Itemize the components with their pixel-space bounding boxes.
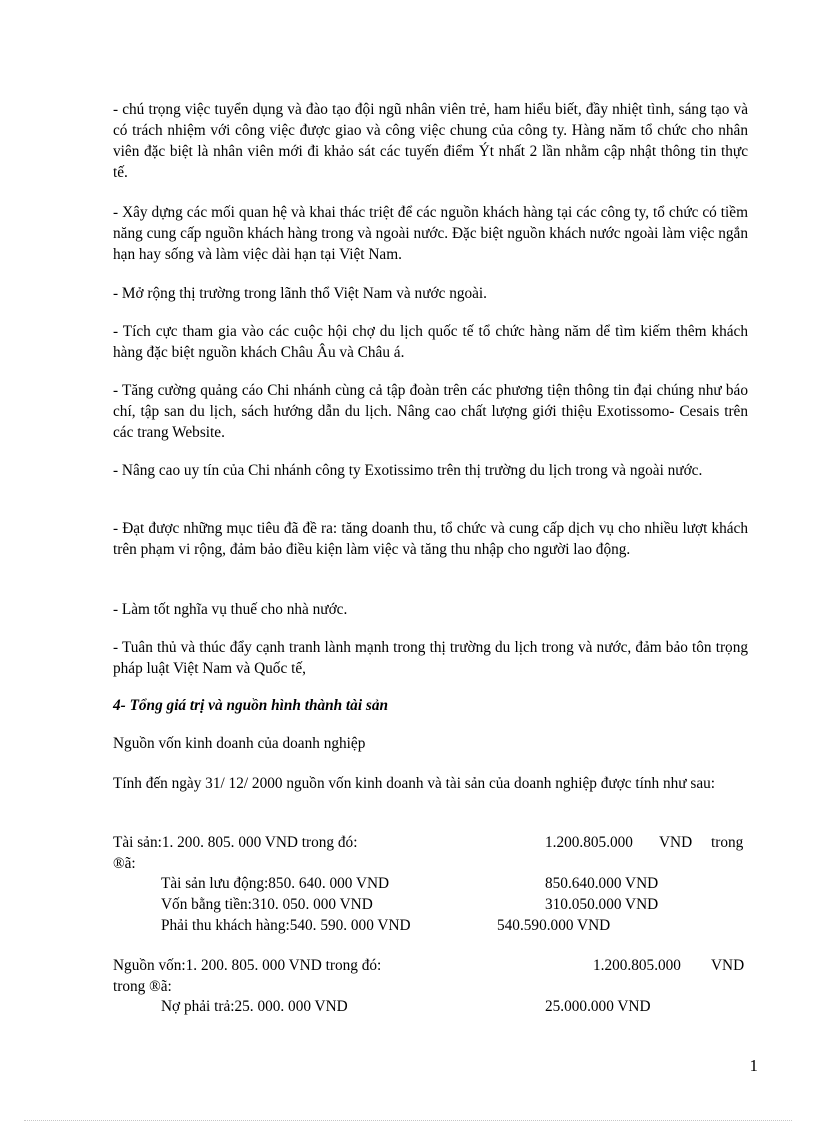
assets-continuation: ®ã: [113,855,136,872]
capital-label: Nguồn vốn:1. 200. 805. 000 VND trong đó: [113,957,382,974]
section-heading: 4- Tổng giá trị và nguồn hình thành tài sản [113,697,389,714]
intro-paragraph: Tính đến ngày 31/ 12/ 2000 nguồn vốn kinh doanh và tài sản của doanh nghiệp được tính như sau: [113,775,716,792]
assets-item-label: Tài sản lưu động:850. 640. 000 VND [161,875,390,892]
page-number: 1 [749,1056,758,1075]
page-bottom-divider [24,1120,792,1121]
paragraph-reputation: - Nâng cao uy tín của Chi nhánh công ty Exotissimo trên thị trường du lịch trong và ngoài nước. [113,462,703,479]
paragraph-tourism-fairs: - Tích cực tham gia vào các cuộc hội chợ du lịch quốc tế tổ chức hàng năm dể tìm kiếm thêm khách hàng đặc biệt nguồn khách Châu Âu và Châu á. [113,323,748,361]
assets-unit: VND [659,834,693,851]
assets-item-value: 540.590.000 VND [497,917,611,934]
paragraph-customer-relations: - Xây dựng các mối quan hệ và khai thác triệt để các nguồn khách hàng tại các công ty, tổ chức có tiềm năng cung cấp nguồn khách hàng trong và ngoài nước. Đặc biệt nguồn khách nước ngoài làm việc ngắn hạn hay sống và làm việc dài hạn tại Việt Nam. [113,204,748,263]
capital-continuation: trong ®ã: [113,978,172,995]
paragraph-goals: - Đạt được những mục tiêu đã đề ra: tăng doanh thu, tổ chức và cung cấp dịch vụ cho nhiều lượt khách trên phạm vi rộng, đảm bảo điều kiện làm việc và tăng thu nhập cho người lao động. [113,520,748,558]
capital-item-value: 25.000.000 VND [545,998,651,1015]
assets-item-label: Phải thu khách hàng:540. 590. 000 VND [161,917,411,934]
paragraph-staff-training: - chú trọng việc tuyển dụng và đào tạo đội ngũ nhân viên trẻ, ham hiểu biết, đầy nhiệt tình, sáng tạo và có trách nhiệm với công việc được giao và công việc chung của công ty. Hàng năm tổ chức cho nhân viên đặc biệt là nhân viên mới đi khảo sát các tuyến điểm Ýt nhất 2 lần nhằm cập nhật thông tin thực tế. [113,101,748,181]
assets-item-value: 310.050.000 VND [545,896,659,913]
assets-item-label: Vốn bằng tiền:310. 050. 000 VND [161,896,373,913]
capital-unit: VND [711,957,745,974]
assets-item-value: 850.640.000 VND [545,875,659,892]
assets-tail: trong [711,834,744,851]
section-subtitle: Nguồn vốn kinh doanh của doanh nghiệp [113,735,366,752]
capital-item-label: Nợ phải trả:25. 000. 000 VND [161,998,348,1015]
assets-label: Tài sản:1. 200. 805. 000 VND trong đó: [113,834,358,851]
capital-value: 1.200.805.000 [593,957,681,974]
assets-value: 1.200.805.000 [545,834,633,851]
paragraph-tax: - Làm tốt nghĩa vụ thuế cho nhà nước. [113,601,348,618]
paragraph-market-expansion: - Mở rộng thị trường trong lãnh thổ Việt Nam và nước ngoài. [113,285,487,302]
paragraph-competition: - Tuân thủ và thúc đẩy cạnh tranh lành mạnh trong thị trường du lịch trong và nước, đảm bảo tôn trọng pháp luật Việt Nam và Quốc tế, [113,639,748,677]
paragraph-advertising: - Tăng cường quảng cáo Chi nhánh cùng cả tập đoàn trên các phương tiện thông tin đại chúng như báo chí, tập san du lịch, sách hướng dẫn du lịch. Nâng cao chất lượng giới thiệu Exotissomo- Cesais trên các trang Website. [113,382,748,441]
